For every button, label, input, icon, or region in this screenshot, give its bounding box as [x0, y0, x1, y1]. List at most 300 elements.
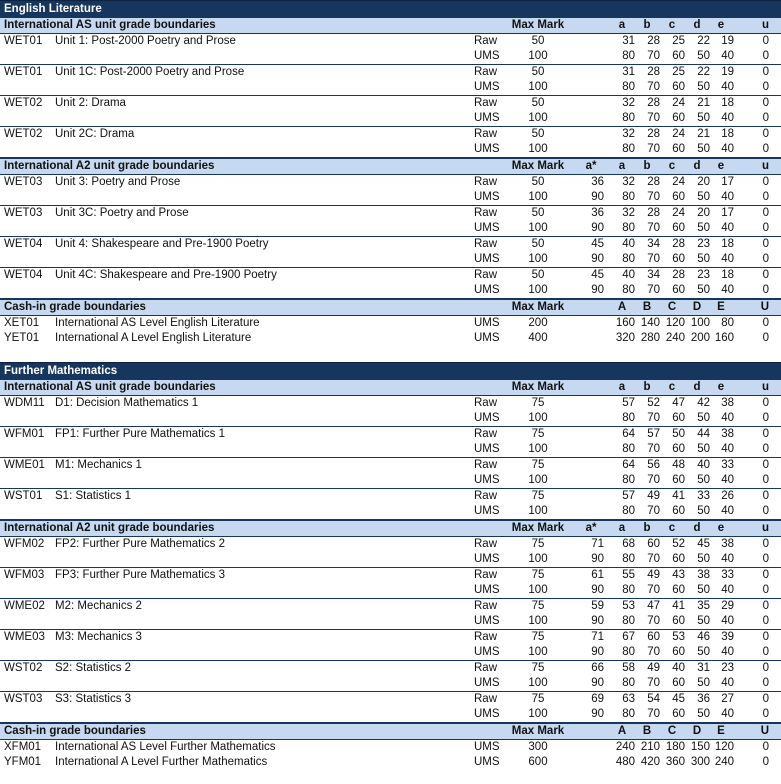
grade-value: 40: [622, 238, 635, 250]
table-row: [0, 396, 781, 411]
unit-name: Unit 4: Shakespeare and Pre-1900 Poetry: [55, 238, 269, 250]
grade-header: C: [667, 301, 677, 313]
grade-value: 90: [591, 708, 604, 720]
table-row: [0, 268, 781, 283]
subject-title: Further Mathematics: [0, 362, 781, 379]
table-row: [0, 80, 781, 95]
unit-code: WFM01: [4, 428, 45, 440]
grade-value: 54: [647, 693, 660, 705]
grade-value: 40: [721, 553, 734, 565]
grade-value: 40: [721, 443, 734, 455]
grade-value: 40: [721, 253, 734, 265]
mark-type: Raw: [474, 176, 498, 188]
unit-code: WET03: [4, 176, 43, 188]
grade-value: 57: [622, 490, 635, 502]
grade-value: 50: [697, 646, 710, 658]
unit-code: WME01: [4, 459, 45, 471]
grade-value: 50: [697, 253, 710, 265]
section-heading: International A2 unit grade boundaries: [4, 522, 215, 534]
grade-value: 18: [721, 128, 734, 140]
grade-value: 0: [762, 397, 769, 409]
section-header: [0, 520, 781, 537]
mark-type: Raw: [474, 238, 498, 250]
grade-value: 17: [721, 176, 734, 188]
max-mark: 100: [528, 143, 548, 155]
grade-value: 0: [762, 584, 769, 596]
unit-block: [0, 568, 781, 599]
unit-code: XET01: [4, 317, 40, 329]
mark-type: UMS: [474, 112, 500, 124]
mark-type: UMS: [474, 584, 500, 596]
table-row: [0, 65, 781, 80]
grade-value: 0: [762, 646, 769, 658]
grade-value: 80: [622, 584, 635, 596]
subject-block: [0, 362, 781, 770]
table-row: [0, 316, 781, 331]
grade-value: 21: [697, 97, 710, 109]
grade-value: 40: [721, 708, 734, 720]
grade-value: 50: [697, 412, 710, 424]
table-row: [0, 34, 781, 49]
max-mark: 75: [531, 459, 545, 471]
grade-value: 49: [647, 569, 660, 581]
max-mark: 50: [531, 269, 545, 281]
grade-value: 80: [622, 505, 635, 517]
grade-header: c: [668, 160, 676, 172]
grade-value: 0: [762, 443, 769, 455]
max-mark: 100: [528, 677, 548, 689]
grade-header: b: [643, 160, 651, 172]
max-mark: 300: [528, 741, 548, 753]
unit-block: [0, 661, 781, 692]
grade-value: 0: [762, 97, 769, 109]
grade-value: 70: [647, 646, 660, 658]
mark-type: Raw: [474, 397, 498, 409]
mark-type: UMS: [474, 615, 500, 627]
max-mark: 100: [528, 615, 548, 627]
grade-header: a: [618, 381, 626, 393]
grade-value: 60: [672, 112, 685, 124]
grade-header: E: [717, 725, 725, 737]
mark-type: UMS: [474, 50, 500, 62]
grade-value: 80: [721, 317, 734, 329]
grade-value: 60: [672, 143, 685, 155]
grade-value: 80: [622, 191, 635, 203]
max-mark: 100: [528, 81, 548, 93]
max-mark: 100: [528, 284, 548, 296]
grade-value: 29: [721, 600, 734, 612]
grade-value: 0: [762, 412, 769, 424]
mark-type: UMS: [474, 412, 500, 424]
grade-value: 52: [672, 538, 685, 550]
grade-value: 50: [697, 222, 710, 234]
mark-type: UMS: [474, 474, 500, 486]
table-row: [0, 411, 781, 426]
grade-value: 68: [622, 538, 635, 550]
grade-value: 60: [672, 677, 685, 689]
unit-code: WST03: [4, 693, 43, 705]
grade-value: 44: [697, 428, 710, 440]
grade-value: 0: [762, 269, 769, 281]
grade-value: 120: [714, 741, 734, 753]
grade-value: 0: [762, 253, 769, 265]
table-row: [0, 237, 781, 252]
table-row: [0, 552, 781, 567]
max-mark: 100: [528, 253, 548, 265]
grade-value: 0: [762, 741, 769, 753]
unit-block: [0, 427, 781, 458]
grade-value: 40: [697, 459, 710, 471]
grade-header: D: [692, 725, 702, 737]
unit-code: WET02: [4, 97, 43, 109]
table-row: [0, 583, 781, 598]
table-row: [0, 221, 781, 236]
mark-type: Raw: [474, 66, 498, 78]
unit-code: WET04: [4, 269, 43, 281]
grade-value: 0: [762, 677, 769, 689]
grade-value: 40: [721, 112, 734, 124]
grade-value: 0: [762, 112, 769, 124]
grade-value: 0: [762, 128, 769, 140]
grade-value: 40: [721, 191, 734, 203]
grade-value: 240: [665, 332, 685, 344]
grade-value: 38: [721, 397, 734, 409]
grade-value: 24: [672, 207, 685, 219]
mark-type: UMS: [474, 284, 500, 296]
grade-value: 0: [762, 708, 769, 720]
unit-name: Unit 4C: Shakespeare and Pre-1900 Poetry: [55, 269, 277, 281]
unit-name: FP1: Further Pure Mathematics 1: [55, 428, 226, 440]
mark-type: UMS: [474, 143, 500, 155]
unit-name: D1: Decision Mathematics 1: [55, 397, 199, 409]
grade-value: 20: [697, 176, 710, 188]
grade-value: 70: [647, 284, 660, 296]
grade-value: 70: [647, 443, 660, 455]
mark-type: Raw: [474, 490, 498, 502]
grade-value: 38: [721, 538, 734, 550]
grade-header: A: [617, 301, 627, 313]
grade-value: 180: [665, 741, 685, 753]
grade-value: 70: [647, 615, 660, 627]
max-mark: 75: [531, 631, 545, 643]
grade-header: C: [667, 725, 677, 737]
grade-value: 60: [672, 615, 685, 627]
subject-block: [0, 0, 781, 346]
unit-name: M2: Mechanics 2: [55, 600, 142, 612]
unit-block: [0, 458, 781, 489]
unit-block: [0, 34, 781, 65]
grade-header: e: [717, 381, 725, 393]
grade-value: 60: [672, 50, 685, 62]
grade-value: 21: [697, 128, 710, 140]
max-mark: 100: [528, 553, 548, 565]
unit-code: WME02: [4, 600, 45, 612]
mark-type: UMS: [474, 553, 500, 565]
grade-value: 80: [622, 474, 635, 486]
max-mark: 50: [531, 176, 545, 188]
grade-value: 34: [647, 238, 660, 250]
grade-value: 40: [721, 677, 734, 689]
grade-header: a: [618, 160, 626, 172]
unit-block: [0, 692, 781, 723]
grade-value: 39: [721, 631, 734, 643]
grade-value: 80: [622, 646, 635, 658]
grade-value: 70: [647, 412, 660, 424]
grade-value: 47: [647, 600, 660, 612]
max-mark: 400: [528, 332, 548, 344]
table-row: [0, 142, 781, 157]
grade-value: 0: [762, 490, 769, 502]
grade-header: B: [642, 301, 652, 313]
grade-value: 0: [762, 553, 769, 565]
max-mark-header: Max Mark: [511, 160, 565, 172]
grade-value: 80: [622, 50, 635, 62]
grade-value: 64: [622, 459, 635, 471]
grade-value: 28: [672, 238, 685, 250]
grade-value: 0: [762, 631, 769, 643]
grade-value: 90: [591, 553, 604, 565]
grade-value: 40: [721, 50, 734, 62]
unit-block: [0, 316, 781, 331]
grade-value: 40: [721, 81, 734, 93]
table-row: [0, 599, 781, 614]
grade-value: 60: [672, 284, 685, 296]
unit-name: FP3: Further Pure Mathematics 3: [55, 569, 226, 581]
grade-header: u: [761, 381, 769, 393]
grade-header: b: [643, 19, 651, 31]
grade-value: 23: [697, 269, 710, 281]
grade-value: 0: [762, 428, 769, 440]
grade-value: 43: [672, 569, 685, 581]
grade-value: 80: [622, 222, 635, 234]
grade-value: 80: [622, 253, 635, 265]
section-spacer: [0, 346, 781, 362]
grade-value: 70: [647, 222, 660, 234]
mark-type: Raw: [474, 97, 498, 109]
unit-name: Unit 2: Drama: [55, 97, 126, 109]
grade-value: 240: [714, 756, 734, 768]
grade-value: 50: [697, 112, 710, 124]
grade-value: 70: [647, 191, 660, 203]
grade-value: 41: [672, 490, 685, 502]
grade-value: 70: [647, 553, 660, 565]
unit-name: Unit 2C: Drama: [55, 128, 135, 140]
grade-value: 40: [721, 615, 734, 627]
mark-type: UMS: [474, 443, 500, 455]
grade-value: 60: [672, 646, 685, 658]
grade-value: 45: [697, 538, 710, 550]
grade-value: 60: [672, 708, 685, 720]
unit-block: [0, 237, 781, 268]
grade-value: 50: [697, 615, 710, 627]
grade-value: 31: [697, 662, 710, 674]
grade-value: 50: [697, 584, 710, 596]
table-row: [0, 707, 781, 722]
max-mark: 100: [528, 584, 548, 596]
grade-header: d: [693, 19, 701, 31]
table-row: [0, 427, 781, 442]
table-row: [0, 630, 781, 645]
mark-type: Raw: [474, 269, 498, 281]
unit-block: [0, 630, 781, 661]
unit-name: M3: Mechanics 3: [55, 631, 142, 643]
section-header: [0, 723, 781, 740]
unit-block: [0, 489, 781, 520]
grade-value: 0: [762, 222, 769, 234]
grade-value: 60: [672, 474, 685, 486]
grade-header: c: [668, 381, 676, 393]
grade-value: 25: [672, 35, 685, 47]
max-mark-header: Max Mark: [511, 381, 565, 393]
unit-block: [0, 96, 781, 127]
table-row: [0, 504, 781, 519]
grade-value: 25: [672, 66, 685, 78]
grade-value: 60: [672, 584, 685, 596]
grade-value: 26: [721, 490, 734, 502]
grade-value: 0: [762, 569, 769, 581]
grade-value: 33: [721, 459, 734, 471]
grade-header: c: [668, 522, 676, 534]
grade-value: 40: [721, 284, 734, 296]
grade-value: 60: [672, 253, 685, 265]
grade-value: 50: [697, 474, 710, 486]
unit-block: [0, 175, 781, 206]
grade-value: 60: [672, 191, 685, 203]
grade-value: 41: [672, 600, 685, 612]
grade-value: 40: [721, 474, 734, 486]
grade-value: 31: [622, 35, 635, 47]
mark-type: UMS: [474, 646, 500, 658]
grade-value: 20: [697, 207, 710, 219]
table-row: [0, 206, 781, 221]
unit-code: WET02: [4, 128, 43, 140]
max-mark: 75: [531, 693, 545, 705]
grade-value: 60: [647, 538, 660, 550]
unit-block: [0, 599, 781, 630]
table-row: [0, 190, 781, 205]
grade-value: 71: [591, 631, 604, 643]
grade-header: u: [761, 19, 769, 31]
grade-value: 40: [721, 143, 734, 155]
grade-value: 0: [762, 538, 769, 550]
grade-header: U: [760, 301, 769, 313]
grade-value: 17: [721, 207, 734, 219]
grade-value: 80: [622, 112, 635, 124]
grade-value: 480: [615, 756, 635, 768]
subject-title: English Literature: [0, 0, 781, 17]
table-row: [0, 175, 781, 190]
grade-value: 80: [622, 553, 635, 565]
grade-value: 70: [647, 81, 660, 93]
max-mark: 600: [528, 756, 548, 768]
unit-code: YFM01: [4, 756, 42, 768]
grade-value: 69: [591, 693, 604, 705]
grade-value: 19: [721, 35, 734, 47]
grade-value: 35: [697, 600, 710, 612]
grade-value: 40: [622, 269, 635, 281]
max-mark: 100: [528, 646, 548, 658]
max-mark: 100: [528, 191, 548, 203]
grade-value: 70: [647, 505, 660, 517]
grade-value: 70: [647, 143, 660, 155]
max-mark-header: Max Mark: [511, 522, 565, 534]
mark-type: Raw: [474, 428, 498, 440]
grade-value: 24: [672, 176, 685, 188]
grade-value: 23: [697, 238, 710, 250]
table-row: [0, 489, 781, 504]
unit-name: Unit 3: Poetry and Prose: [55, 176, 181, 188]
grade-value: 80: [622, 615, 635, 627]
grade-value: 53: [672, 631, 685, 643]
grade-value: 34: [647, 269, 660, 281]
unit-block: [0, 755, 781, 770]
grade-value: 57: [622, 397, 635, 409]
max-mark: 50: [531, 66, 545, 78]
grade-value: 63: [622, 693, 635, 705]
unit-name: FP2: Further Pure Mathematics 2: [55, 538, 226, 550]
grade-header: d: [693, 381, 701, 393]
max-mark: 100: [528, 474, 548, 486]
grade-value: 50: [697, 284, 710, 296]
grade-value: 90: [591, 646, 604, 658]
max-mark: 100: [528, 505, 548, 517]
unit-code: WME03: [4, 631, 45, 643]
grade-value: 50: [672, 428, 685, 440]
grade-value: 40: [721, 505, 734, 517]
table-row: [0, 537, 781, 552]
unit-name: International A Level Further Mathematics: [55, 756, 268, 768]
grade-value: 90: [591, 191, 604, 203]
grade-value: 0: [762, 615, 769, 627]
mark-type: Raw: [474, 128, 498, 140]
unit-block: [0, 331, 781, 346]
grade-value: 40: [672, 662, 685, 674]
section-heading: International AS unit grade boundaries: [4, 381, 216, 393]
max-mark-header: Max Mark: [511, 725, 565, 737]
grade-value: 32: [622, 207, 635, 219]
grade-value: 50: [697, 677, 710, 689]
grade-value: 22: [697, 66, 710, 78]
unit-name: S1: Statistics 1: [55, 490, 132, 502]
unit-name: International A Level English Literature: [55, 332, 252, 344]
table-row: [0, 49, 781, 64]
unit-code: WET03: [4, 207, 43, 219]
grade-header: c: [668, 19, 676, 31]
grade-value: 38: [721, 428, 734, 440]
grade-value: 70: [647, 50, 660, 62]
grade-value: 0: [762, 284, 769, 296]
mark-type: UMS: [474, 317, 500, 329]
grade-value: 36: [591, 207, 604, 219]
grade-value: 80: [622, 443, 635, 455]
grade-value: 60: [672, 222, 685, 234]
unit-block: [0, 268, 781, 299]
mark-type: Raw: [474, 459, 498, 471]
unit-code: WET01: [4, 35, 43, 47]
table-row: [0, 252, 781, 267]
unit-block: [0, 65, 781, 96]
grade-value: 0: [762, 50, 769, 62]
max-mark: 100: [528, 412, 548, 424]
grade-value: 0: [762, 207, 769, 219]
grade-value: 32: [622, 176, 635, 188]
grade-value: 33: [697, 490, 710, 502]
unit-code: WFM03: [4, 569, 45, 581]
grade-value: 70: [647, 708, 660, 720]
table-row: [0, 111, 781, 126]
grade-value: 280: [640, 332, 660, 344]
unit-code: WST02: [4, 662, 43, 674]
